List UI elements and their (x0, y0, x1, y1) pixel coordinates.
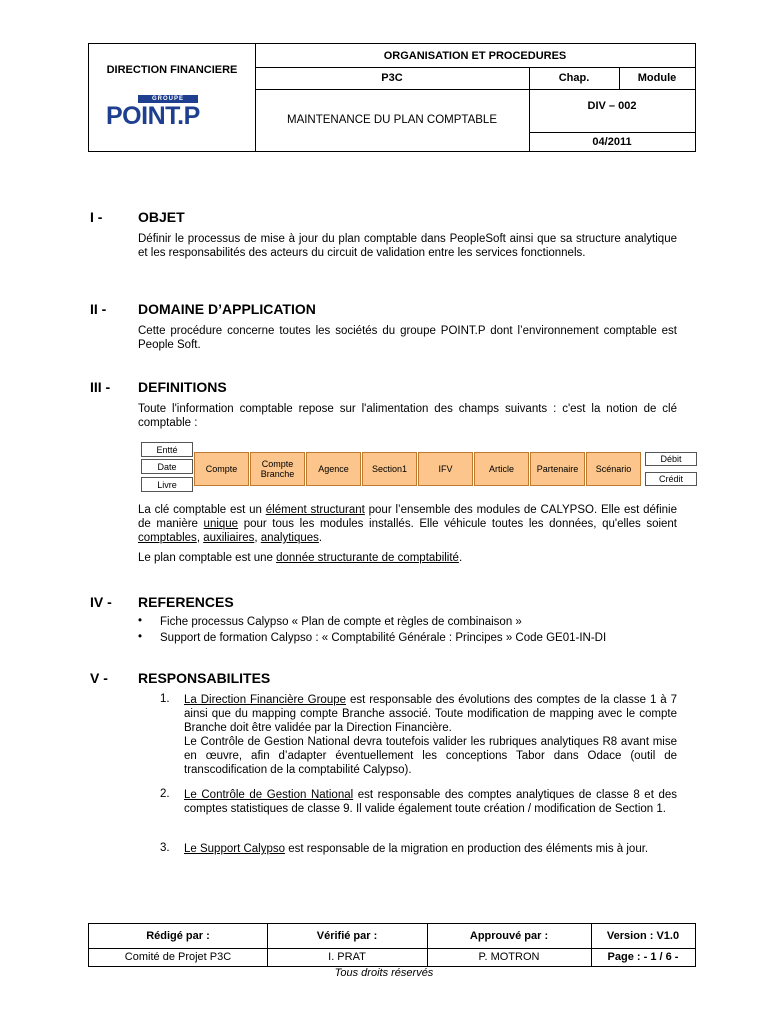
section-title-responsabilites: RESPONSABILITES (138, 670, 271, 686)
item-number: 2. (160, 788, 170, 800)
responsabilite-item: La Direction Financière Groupe est responsable des évolutions des comptes de la classe 1 à 7 ainsi que du mapping compte Branche associé. Toute modification de mapping avec le compte Branche doit être validée par la Direction Financière. Le Contrôle de Gestion National devra toutefois valider les rubriques analytiques R8 avant mise en œuvre, afin d’adapter éventuellement les conceptions Tabor dans Odace (outil de transcodification de la comptabilité Calypso). (184, 694, 677, 776)
redige-value: Comité de Projet P3C (124, 951, 232, 963)
reference-item: Support de formation Calypso : « Comptabilité Générale : Principes » Code GE01-IN-DI (160, 632, 607, 644)
section-num-definitions: III - (90, 379, 111, 395)
verifie-value: I. PRAT (328, 951, 366, 963)
section-num-objet: I - (90, 209, 103, 225)
reference-item: Fiche processus Calypso « Plan de compte et règles de combinaison » (160, 616, 522, 628)
doc-title: MAINTENANCE DU PLAN COMPTABLE (286, 114, 497, 126)
section-title-domaine: DOMAINE D’APPLICATION (138, 301, 316, 317)
section-title-objet: OBJET (138, 209, 185, 225)
logo-group-label: GROUPE (138, 95, 198, 103)
page-number: Page : - 1 / 6 - (607, 951, 679, 963)
key-entite: Entté (141, 442, 193, 457)
section-title-definitions: DEFINITIONS (138, 379, 227, 395)
version-label: Version : V1.0 (606, 930, 680, 942)
approuve-label: Approuvé par : (469, 930, 549, 942)
definitions-intro: Toute l'information comptable repose sur l'alimentation des champs suivants : c'est la notion de clé comptable : (138, 403, 677, 429)
key-section1: Section1 (362, 452, 417, 486)
section-title-references: REFERENCES (138, 594, 234, 610)
key-livre: Livre (141, 477, 193, 492)
definitions-paragraph-2: Le plan comptable est une donnée structurante de comptabilité. (138, 552, 463, 564)
approuve-value: P. MOTRON (478, 951, 540, 963)
bullet-icon: • (138, 615, 143, 627)
key-ifv: IFV (418, 452, 473, 486)
chap-label: Chap. (558, 72, 590, 84)
project-label: P3C (381, 72, 403, 84)
footer-table (88, 923, 696, 967)
key-compte: Compte (194, 452, 249, 486)
key-scenario: Scénario (586, 452, 641, 486)
responsabilite-item: Le Contrôle de Gestion National est responsable des comptes analytiques de classe 8 et des comptes statistiques de classe 9. Il valide également toute création / modification de Section 1. (184, 789, 678, 815)
rights-notice: Tous droits réservés (334, 967, 434, 979)
module-label: Module (637, 72, 677, 84)
redige-label: Rédigé par : (146, 930, 210, 942)
objet-text: Définir le processus de mise à jour du plan comptable dans PeopleSoft ainsi que sa structure analytique et les responsabilités des acteurs du circuit de validation entre les services fonctionnels. (138, 233, 677, 259)
key-agence: Agence (306, 452, 361, 486)
item-number: 3. (160, 842, 170, 854)
key-article: Article (474, 452, 529, 486)
verifie-label: Vérifié par : (316, 930, 378, 942)
item-number: 1. (160, 693, 170, 705)
section-num-references: IV - (90, 594, 112, 610)
key-date: Date (141, 459, 193, 474)
bullet-icon: • (138, 631, 143, 643)
definitions-paragraph-1: La clé comptable est un élément structurant pour l’ensemble des modules de CALYPSO. Elle est définie de manière unique pour tous les modules installés. Elle véhicule toutes les données, qu'elles soient comptables, auxiliaires, analytiques. (138, 504, 678, 544)
key-compte-branche: Compte Branche (250, 452, 305, 486)
responsabilite-item: Le Support Calypso est responsable de la migration en production des éléments mis à jour. (184, 843, 649, 855)
doc-date: 04/2011 (592, 135, 632, 148)
domaine-text: Cette procédure concerne toutes les sociétés du groupe POINT.P dont l’environnement comptable est People Soft. (138, 325, 677, 351)
department-label: DIRECTION FINANCIERE (106, 64, 238, 76)
org-title: ORGANISATION ET PROCEDURES (383, 49, 567, 62)
key-credit: Crédit (645, 472, 697, 486)
section-num-responsabilites: V - (90, 670, 108, 686)
doc-code: DIV – 002 (587, 99, 637, 112)
key-partenaire: Partenaire (530, 452, 585, 486)
point-p-logo: POINT.P (106, 102, 200, 130)
section-num-domaine: II - (90, 301, 107, 317)
key-debit: Débit (645, 452, 697, 466)
